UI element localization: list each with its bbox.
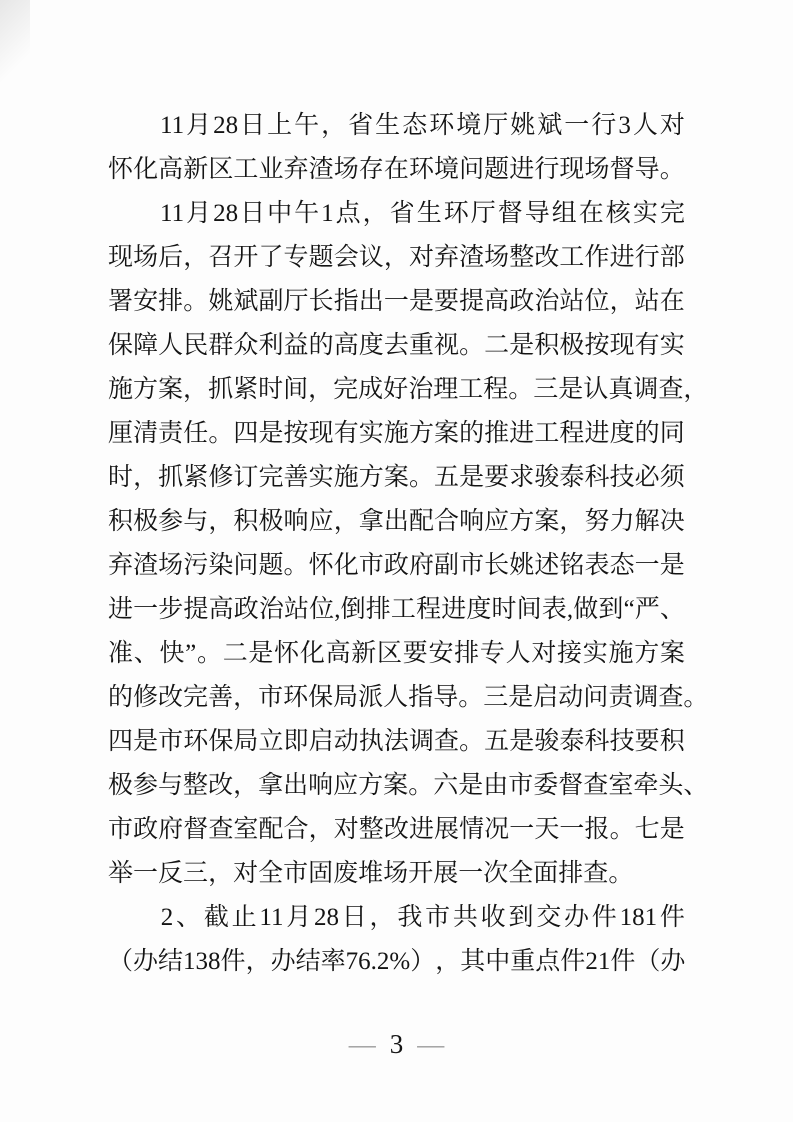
text-line: 2 、 截 止 11 月 28 日 ， 我 市 共 收 到 交 办 件 181 件: [160, 904, 685, 931]
footer-dash-left: —: [348, 1029, 376, 1059]
text-line: 准 、 快 ” 。 二 是 怀 化 高 新 区 要 安 排 专 人 对 接 实 施 方 案: [108, 640, 685, 667]
text-line: 11 月 28 日 中 午 1 点 ， 省 生 环 厅 督 导 组 在 核 实 完: [160, 200, 685, 227]
page-number: 3: [389, 1029, 404, 1059]
text-line: 市 政 府 督 查 室 配 合 ， 对 整 改 进 展 情 况 一 天 一 报 。 七 是: [108, 816, 685, 843]
page-footer: [0, 1022, 793, 1066]
text-line: 保 障 人 民 群 众 利 益 的 高 度 去 重 视 。 二 是 积 极 按 现 有 实: [108, 332, 685, 359]
text-line: 极 参 与 整 改 ， 拿 出 响 应 方 案 。 六 是 由 市 委 督 查 室 牵 头 、: [108, 772, 709, 799]
text-line: 进 一 步 提 高 政 治 站 位 , 倒 排 工 程 进 度 时 间 表 , 做 到 “ 严 、: [108, 596, 685, 623]
scan-artifact: [0, 0, 30, 100]
text-line: 署 安 排 。 姚 斌 副 厅 长 指 出 一 是 要 提 高 政 治 站 位 ， 站 在: [108, 288, 685, 315]
footer-dash-right: —: [417, 1029, 445, 1059]
text-line: 四 是 市 环 保 局 立 即 启 动 执 法 调 查 。 五 是 骏 泰 科 技 要 积: [108, 728, 685, 755]
text-line: 施 方 案 ， 抓 紧 时 间 ， 完 成 好 治 理 工 程 。 三 是 认 真 调 查 ，: [108, 376, 709, 403]
text-line: 现 场 后 ， 召 开 了 专 题 会 议 ， 对 弃 渣 场 整 改 工 作 进 行 部: [108, 244, 685, 271]
text-line: 弃 渣 场 污 染 问 题 。 怀 化 市 政 府 副 市 长 姚 述 铭 表 态 一 是: [108, 552, 685, 579]
text-line: 的 修 改 完 善 ， 市 环 保 局 派 人 指 导 。 三 是 启 动 问 责 调 查 。: [108, 684, 709, 711]
text-line: 11 月 28 日 上 午 ， 省 生 态 环 境 厅 姚 斌 一 行 3 人 对: [160, 112, 685, 139]
text-line: 厘 清 责 任 。 四 是 按 现 有 实 施 方 案 的 推 进 工 程 进 度 的 同: [108, 420, 685, 447]
text-line: 时 ， 抓 紧 修 订 完 善 实 施 方 案 。 五 是 要 求 骏 泰 科 技 必 须: [108, 464, 685, 491]
text-line: 积 极 参 与 ， 积 极 响 应 ， 拿 出 配 合 响 应 方 案 ， 努 力 解 决: [108, 508, 685, 535]
document-body: [108, 104, 709, 984]
text-line: 举 一 反 三 ， 对 全 市 固 废 堆 场 开 展 一 次 全 面 排 查 。: [108, 860, 634, 887]
text-line: 怀 化 高 新 区 工 业 弃 渣 场 存 在 环 境 问 题 进 行 现 场 督 导 。: [108, 156, 685, 183]
text-line: （ 办 结 138 件 ， 办 结 率 76.2% ） ， 其 中 重 点 件 21 件 （ 办: [108, 948, 686, 975]
